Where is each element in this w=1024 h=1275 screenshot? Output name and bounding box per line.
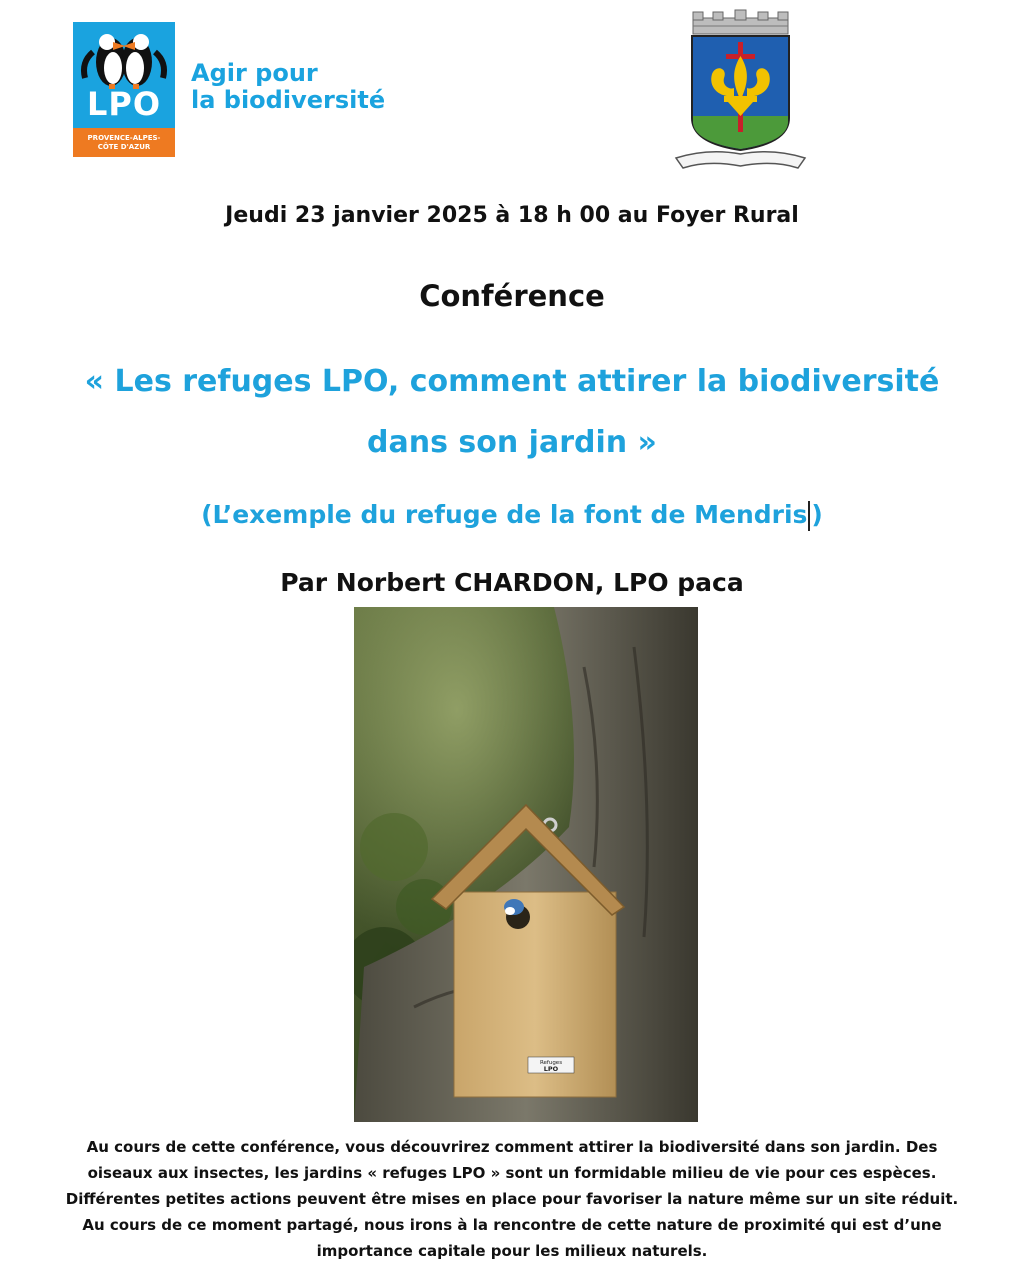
nest-box-photo bbox=[354, 607, 698, 1122]
tagline-line2: la biodiversité bbox=[191, 86, 386, 114]
description-line: Différentes petites actions peuvent être mises en place pour favoriser la nature même sur un site réduit. bbox=[65, 1190, 959, 1208]
coat-of-arms bbox=[668, 8, 813, 178]
lpo-logo bbox=[73, 22, 175, 157]
event-date: Jeudi 23 janvier 2025 à 18 h 00 au Foyer Rural bbox=[225, 203, 799, 228]
subtitle-closing: ) bbox=[811, 500, 823, 529]
title-line1: « Les refuges LPO, comment attirer la biodiversité bbox=[84, 364, 940, 399]
nest-box-image bbox=[354, 607, 698, 1122]
lpo-region-line2: CÔTE D'AZUR bbox=[97, 143, 151, 151]
subtitle bbox=[0, 497, 1024, 533]
lpo-logo-block bbox=[73, 22, 175, 128]
lpo-region-line1: PROVENCE-ALPES- bbox=[87, 134, 161, 142]
lpo-tagline bbox=[191, 60, 385, 114]
lpo-letters: LPO bbox=[86, 85, 162, 123]
plaque-line2: LPO bbox=[543, 1065, 559, 1073]
speaker: Par Norbert CHARDON, LPO paca bbox=[280, 568, 744, 597]
event-type: Conférence bbox=[419, 279, 605, 313]
subtitle-text: (L’exemple du refuge de la font de Mendris bbox=[201, 500, 808, 529]
tagline-line1: Agir pour bbox=[191, 59, 318, 87]
coat-of-arms-icon bbox=[668, 8, 813, 178]
description-line: Au cours de ce moment partagé, nous irons à la rencontre de cette nature de proximité qui est d’une bbox=[82, 1216, 942, 1234]
puffins-icon bbox=[73, 22, 175, 92]
description-line: Au cours de cette conférence, vous découvrirez comment attirer la biodiversité dans son jardin. Des bbox=[86, 1138, 938, 1156]
title-line2: dans son jardin » bbox=[367, 425, 657, 460]
lpo-region-band bbox=[73, 128, 175, 157]
description-line: importance capitale pour les milieux naturels. bbox=[316, 1242, 708, 1260]
description-line: oiseaux aux insectes, les jardins « refuges LPO » sont un formidable milieu de vie pour ces espèces. bbox=[87, 1164, 937, 1182]
plaque-line1: Refuges bbox=[539, 1060, 563, 1066]
description bbox=[40, 1134, 984, 1264]
